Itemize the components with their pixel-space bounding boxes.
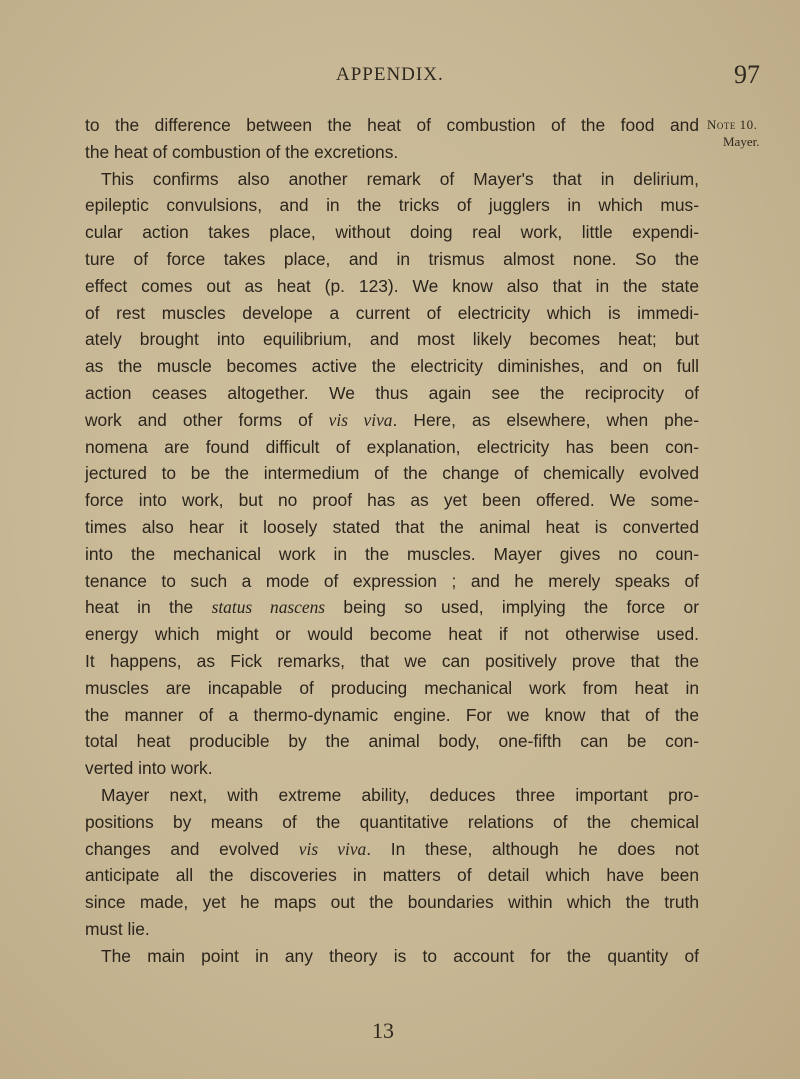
text-line: heat in the status nascens being so used, implying the force or (85, 597, 700, 618)
text-line: ture of force takes place, and in trismus almost none. So the (85, 248, 699, 269)
text-line: cular action takes place, without doing real work, little expendi- (85, 222, 699, 243)
text-line: total heat producible by the animal body, one-fifth can be con- (85, 731, 699, 752)
page-number: 97 (734, 60, 760, 89)
signature-mark: 13 (372, 1018, 394, 1043)
text-line: since made, yet he maps out the boundaries within which the truth (85, 892, 699, 913)
text-line: Mayer next, with extreme ability, deduces three important pro- (101, 784, 699, 805)
text-line: force into work, but no proof has as yet been offered. We some- (85, 490, 699, 511)
text-line: changes and evolved vis viva. In these, although he does not (85, 838, 700, 859)
margin-note-label: Note 10. (707, 117, 758, 132)
text-line: It happens, as Fick remarks, that we can positively prove that the (85, 650, 699, 671)
text-line: ately brought into equilibrium, and most likely becomes heat; but (85, 329, 699, 350)
text-line: effect comes out as heat (p. 123). We know also that in the state (85, 275, 699, 296)
margin-note-name: Mayer. (723, 134, 760, 149)
text-line: of rest muscles develope a current of electricity which is immedi- (85, 302, 699, 323)
italic-term: vis viva (328, 409, 393, 430)
text-line: the manner of a thermo-dynamic engine. For we know that of the (85, 704, 699, 725)
running-title: APPENDIX. (336, 64, 444, 85)
body-text (85, 112, 699, 970)
italic-term: vis viva (298, 838, 367, 859)
italic-term: status nascens (211, 597, 326, 618)
text-line: The main point in any theory is to account for the quantity of (101, 945, 699, 966)
text-line: as the muscle becomes active the electricity diminishes, and on full (85, 356, 699, 377)
text-line: into the mechanical work in the muscles. Mayer gives no coun- (85, 543, 699, 564)
text-line: anticipate all the discoveries in matters of detail which have been (85, 865, 699, 886)
margin-note (707, 116, 797, 150)
text-line: to the difference between the heat of combustion of the food and (85, 115, 699, 135)
text-line: nomena are found difficult of explanation, electricity has been con- (85, 436, 699, 457)
text-line: This confirms also another remark of Mayer's that in delirium, (101, 168, 699, 189)
text-line: times also hear it loosely stated that the animal heat is converted (85, 516, 699, 537)
text-line: must lie. (85, 918, 150, 939)
text-line: action ceases altogether. We thus again see the reciprocity of (85, 382, 699, 403)
text-line: the heat of combustion of the excretions. (85, 141, 399, 162)
text-line: work and other forms of vis viva. Here, as elsewhere, when phe- (85, 409, 699, 430)
text-line: energy which might or would become heat if not otherwise used. (85, 624, 699, 645)
text-line: verted into work. (85, 758, 213, 779)
text-line: tenance to such a mode of expression ; and he merely speaks of (85, 570, 699, 591)
text-line: jectured to be the intermedium of the change of chemically evolved (85, 463, 699, 484)
text-line: positions by means of the quantitative relations of the chemical (85, 811, 699, 832)
text-line: epileptic convulsions, and in the tricks of jugglers in which mus- (85, 195, 699, 216)
text-line: muscles are incapable of producing mechanical work from heat in (85, 677, 699, 698)
